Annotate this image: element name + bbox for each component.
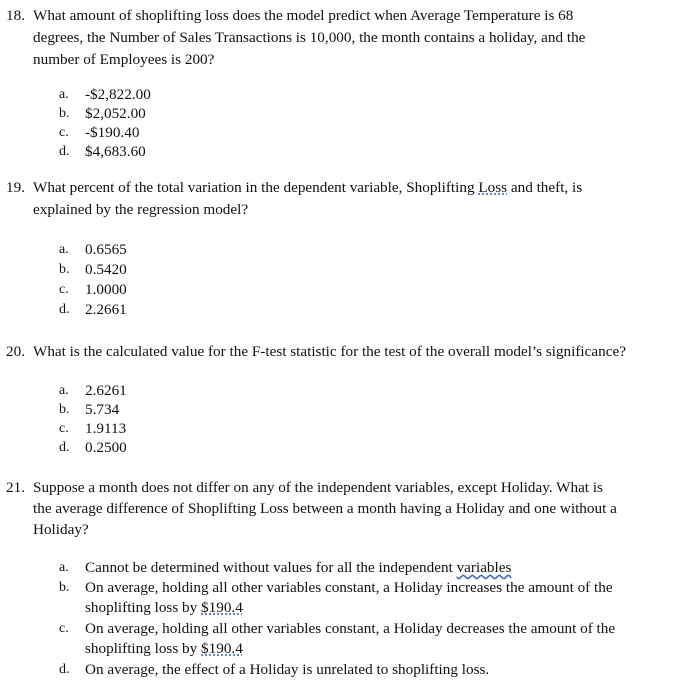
option-text: 1.9113 — [85, 420, 127, 437]
option-label: c. — [59, 621, 69, 636]
option-label: b. — [59, 106, 70, 121]
option-text: 2.2661 — [85, 301, 127, 318]
option-text-line — [85, 598, 243, 618]
option-label: d. — [59, 440, 70, 455]
option-text: 1.0000 — [85, 281, 127, 298]
option-label: b. — [59, 402, 70, 417]
question-number: 21. — [6, 479, 25, 496]
grammar-flagged-word: Loss — [478, 179, 508, 196]
option-text-segment: Cannot be determined without values for all the independent — [85, 559, 457, 576]
option-label: b. — [59, 580, 70, 595]
question-text-segment: and theft, is — [507, 179, 583, 196]
option-text: 0.5420 — [85, 261, 127, 278]
option-text: 0.2500 — [85, 439, 127, 456]
option-label: c. — [59, 125, 69, 140]
option-text: -$2,822.00 — [85, 86, 151, 103]
option-text: 0.6565 — [85, 241, 127, 258]
option-text-segment: shoplifting loss by — [85, 640, 202, 657]
question-number: 19. — [6, 179, 25, 196]
question-text-line: number of Employees is 200? — [33, 51, 215, 68]
option-label: d. — [59, 662, 70, 677]
grammar-flagged-word: $190.4 — [201, 599, 243, 616]
question-text-segment: What percent of the total variation in the dependent variable, Shoplifting — [33, 179, 479, 196]
option-text: 2.6261 — [85, 382, 127, 399]
grammar-flagged-word: $190.4 — [201, 640, 243, 657]
option-text-segment: shoplifting loss by — [85, 599, 202, 616]
option-label: c. — [59, 282, 69, 297]
question-text-line: What amount of shoplifting loss does the model predict when Average Temperature is 68 — [33, 7, 574, 24]
option-text-line: On average, holding all other variables constant, a Holiday increases the amount of the — [85, 579, 613, 596]
option-label: b. — [59, 262, 70, 277]
option-label: a. — [59, 87, 69, 102]
option-text: On average, the effect of a Holiday is unrelated to shoplifting loss. — [85, 661, 490, 678]
question-text-line: the average difference of Shoplifting Loss between a month having a Holiday and one without a — [33, 500, 617, 517]
grammar-flagged-word: variables — [456, 559, 512, 576]
option-label: a. — [59, 560, 69, 575]
question-number: 20. — [6, 343, 25, 360]
question-text-line: Holiday? — [33, 521, 89, 538]
option-text: 5.734 — [85, 401, 120, 418]
question-text-line: degrees, the Number of Sales Transactions is 10,000, the month contains a holiday, and the — [33, 29, 586, 46]
option-text-line — [85, 639, 243, 659]
question-text-line — [33, 178, 582, 198]
option-label: a. — [59, 383, 69, 398]
option-text: $2,052.00 — [85, 105, 146, 122]
question-number: 18. — [6, 7, 25, 24]
option-text: $4,683.60 — [85, 143, 146, 160]
option-label: c. — [59, 421, 69, 436]
question-text-line: What is the calculated value for the F-test statistic for the test of the overall model’s significance? — [33, 343, 626, 360]
question-text-line: Suppose a month does not differ on any of the independent variables, except Holiday. What is — [33, 479, 603, 496]
option-text — [85, 558, 511, 578]
option-label: d. — [59, 302, 70, 317]
option-text-line: On average, holding all other variables constant, a Holiday decreases the amount of the — [85, 620, 616, 637]
option-label: d. — [59, 144, 70, 159]
option-label: a. — [59, 242, 69, 257]
option-text: -$190.40 — [85, 124, 140, 141]
question-text-line: explained by the regression model? — [33, 201, 249, 218]
